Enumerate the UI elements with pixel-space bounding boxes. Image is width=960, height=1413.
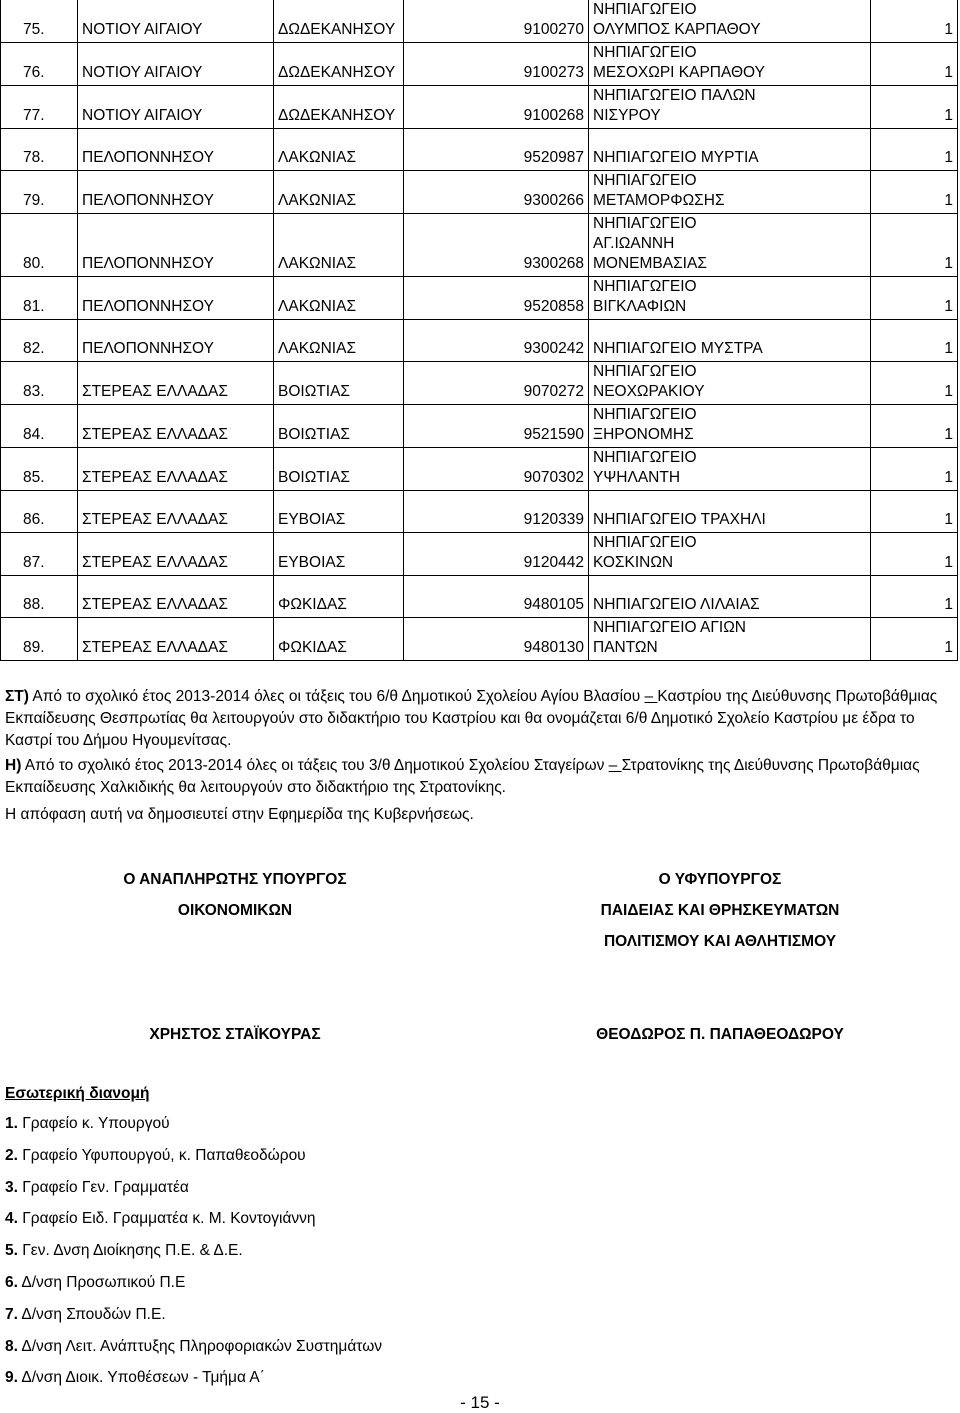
school-name-line: ΝΙΣΥΡΟΥ xyxy=(593,107,661,124)
table-row xyxy=(1,320,958,362)
paragraph-st xyxy=(5,686,957,752)
row-count: 1 xyxy=(871,362,958,405)
left-signatory-title-2: ΟΙΚΟΝΟΜΙΚΩΝ xyxy=(177,902,293,919)
row-code: 9520858 xyxy=(404,277,589,320)
distribution-item-number: 4. xyxy=(5,1210,18,1228)
distribution-item xyxy=(5,1177,382,1209)
row-count: 1 xyxy=(871,86,958,129)
school-name-line: ΜΕΣΟΧΩΡΙ ΚΑΡΠΑΘΟΥ xyxy=(593,64,765,81)
row-school-name xyxy=(589,320,871,362)
row-school-name xyxy=(589,405,871,448)
row-number: 88. xyxy=(1,576,78,618)
distribution-item-text: Γραφείο Ειδ. Γραμματέα κ. Μ. Κοντογιάννη xyxy=(17,1210,316,1228)
table-row xyxy=(1,0,958,43)
table-row xyxy=(1,533,958,576)
school-name-line: ΟΛΥΜΠΟΣ ΚΑΡΠΑΘΟΥ xyxy=(593,21,761,38)
row-school-name xyxy=(589,362,871,405)
row-number: 84. xyxy=(1,405,78,448)
row-prefecture: ΔΩΔΕΚΑΝΗΣΟΥ xyxy=(274,0,404,43)
row-prefecture: ΛΑΚΩΝΙΑΣ xyxy=(274,129,404,171)
distribution-item-text: Γραφείο Υφυπουργού, κ. Παπαθεοδώρου xyxy=(17,1146,306,1164)
distribution-item-number: 3. xyxy=(5,1178,18,1196)
row-region: ΣΤΕΡΕΑΣ ΕΛΛΑΔΑΣ xyxy=(78,362,274,405)
row-school-name xyxy=(589,576,871,618)
row-region: ΠΕΛΟΠΟΝΝΗΣΟΥ xyxy=(78,320,274,362)
paragraph-st-label: ΣΤ) xyxy=(5,688,29,705)
paragraph-st-text-2: Καστρίου της Διεύθυνσης Πρωτοβάθμιας Εκπαίδευσης Θεσπρωτίας θα λειτουργούν στο διδακτήριο του Καστρίου και θα ονομάζεται 6/θ Δημοτικό Σχολείο Καστρίου με έδρα το Καστρί του Δήμου Ηγουμενίτσας. xyxy=(5,688,938,749)
table-row xyxy=(1,277,958,320)
row-code: 9300268 xyxy=(404,214,589,277)
row-code: 9100268 xyxy=(404,86,589,129)
row-count: 1 xyxy=(871,0,958,43)
table-row xyxy=(1,618,958,661)
publication-note: Η απόφαση αυτή να δημοσιευτεί στην Εφημερίδα της Κυβερνήσεως. xyxy=(5,806,474,823)
row-prefecture: ΛΑΚΩΝΙΑΣ xyxy=(274,320,404,362)
row-region: ΠΕΛΟΠΟΝΝΗΣΟΥ xyxy=(78,129,274,171)
school-name-line: ΝΗΠΙΑΓΩΓΕΙΟ ΤΡΑΧΗΛΙ xyxy=(593,511,766,528)
row-code: 9120442 xyxy=(404,533,589,576)
row-region: ΣΤΕΡΕΑΣ ΕΛΛΑΔΑΣ xyxy=(78,576,274,618)
distribution-item-number: 2. xyxy=(5,1146,18,1164)
schools-table xyxy=(0,0,958,661)
row-school-name xyxy=(589,86,871,129)
row-school-name xyxy=(589,129,871,171)
school-name-line: ΝΗΠΙΑΓΩΓΕΙΟ ΜΥΣΤΡΑ xyxy=(593,340,763,357)
distribution-item xyxy=(5,1304,382,1336)
row-number: 80. xyxy=(1,214,78,277)
table-row xyxy=(1,491,958,533)
row-code: 9120339 xyxy=(404,491,589,533)
row-count: 1 xyxy=(871,320,958,362)
row-count: 1 xyxy=(871,491,958,533)
row-code: 9300242 xyxy=(404,320,589,362)
right-signatory-title-3: ΠΟΛΙΤΙΣΜΟΥ ΚΑΙ ΑΘΛΗΤΙΣΜΟΥ xyxy=(603,933,837,950)
school-name-line: ΝΗΠΙΑΓΩΓΕΙΟ xyxy=(593,1,697,18)
left-signatory-name: ΧΡΗΣΤΟΣ ΣΤΑΪΚΟΥΡΑΣ xyxy=(149,1026,321,1043)
row-region: ΣΤΕΡΕΑΣ ΕΛΛΑΔΑΣ xyxy=(78,618,274,661)
table-row xyxy=(1,43,958,86)
row-code: 9480105 xyxy=(404,576,589,618)
row-number: 86. xyxy=(1,491,78,533)
row-region: ΝΟΤΙΟΥ ΑΙΓΑΙΟΥ xyxy=(78,43,274,86)
row-count: 1 xyxy=(871,171,958,214)
school-name-line: ΝΗΠΙΑΓΩΓΕΙΟ xyxy=(593,44,697,61)
row-prefecture: ΦΩΚΙΔΑΣ xyxy=(274,618,404,661)
row-count: 1 xyxy=(871,214,958,277)
row-count: 1 xyxy=(871,405,958,448)
row-count: 1 xyxy=(871,129,958,171)
row-school-name xyxy=(589,618,871,661)
distribution-item xyxy=(5,1336,382,1368)
row-school-name xyxy=(589,0,871,43)
row-school-name xyxy=(589,171,871,214)
school-name-line: ΞΗΡΟΝΟΜΗΣ xyxy=(593,426,694,443)
school-name-line: ΒΙΓΚΛΑΦΙΩΝ xyxy=(593,298,687,315)
row-region: ΣΤΕΡΕΑΣ ΕΛΛΑΔΑΣ xyxy=(78,491,274,533)
right-signatory-name: ΘΕΟΔΩΡΟΣ Π. ΠΑΠΑΘΕΟΔΩΡΟΥ xyxy=(596,1026,844,1043)
school-name-line: ΜΕΤΑΜΟΡΦΩΣΗΣ xyxy=(593,192,725,209)
school-name-line: ΝΗΠΙΑΓΩΓΕΙΟ ΠΑΛΩΝ xyxy=(593,87,756,104)
distribution-item-number: 7. xyxy=(5,1305,18,1323)
paragraph-h-label: Η) xyxy=(5,757,22,774)
row-region: ΝΟΤΙΟΥ ΑΙΓΑΙΟΥ xyxy=(78,86,274,129)
row-school-name xyxy=(589,533,871,576)
paragraph-st-text-1: Από το σχολικό έτος 2013-2014 όλες οι τάξεις του 6/θ Δημοτικού Σχολείου Αγίου Βλασίου xyxy=(28,688,645,705)
school-name-line: ΝΗΠΙΑΓΩΓΕΙΟ xyxy=(593,172,697,189)
table-row xyxy=(1,448,958,491)
school-name-line: ΝΗΠΙΑΓΩΓΕΙΟ xyxy=(593,215,697,232)
distribution-item xyxy=(5,1145,382,1177)
row-prefecture: ΒΟΙΩΤΙΑΣ xyxy=(274,448,404,491)
distribution-item xyxy=(5,1272,382,1304)
distribution-item xyxy=(5,1113,382,1145)
school-name-line: ΚΟΣΚΙΝΩΝ xyxy=(593,554,674,571)
right-signatory-title-1: Ο ΥΦΥΠΟΥΡΓΟΣ xyxy=(658,871,782,888)
row-count: 1 xyxy=(871,43,958,86)
row-number: 78. xyxy=(1,129,78,171)
distribution-item-text: Γεν. Δνση Διοίκησης Π.Ε. & Δ.Ε. xyxy=(17,1242,243,1260)
left-signatory-title-1: Ο ΑΝΑΠΛΗΡΩΤΗΣ ΥΠΟΥΡΓΟΣ xyxy=(123,871,347,888)
row-number: 87. xyxy=(1,533,78,576)
row-prefecture: ΒΟΙΩΤΙΑΣ xyxy=(274,405,404,448)
school-name-line: ΝΗΠΙΑΓΩΓΕΙΟ ΜΥΡΤΙΑ xyxy=(593,149,759,166)
row-code: 9100273 xyxy=(404,43,589,86)
row-code: 9100270 xyxy=(404,0,589,43)
distribution-list xyxy=(5,1113,382,1399)
distribution-item-text: Γραφείο Γεν. Γραμματέα xyxy=(17,1178,189,1196)
school-name-line: ΝΗΠΙΑΓΩΓΕΙΟ ΛΙΛΑΙΑΣ xyxy=(593,596,760,613)
row-school-name xyxy=(589,214,871,277)
distribution-item xyxy=(5,1240,382,1272)
row-count: 1 xyxy=(871,533,958,576)
paragraph-h-dash: – xyxy=(608,757,622,774)
school-name-line: ΑΓ.ΙΩΑΝΝΗ xyxy=(593,235,675,252)
distribution-item-text: Δ/νση Λειτ. Ανάπτυξης Πληροφοριακών Συστημάτων xyxy=(17,1337,383,1355)
row-count: 1 xyxy=(871,576,958,618)
table-row xyxy=(1,129,958,171)
distribution-item-number: 1. xyxy=(5,1115,18,1132)
school-name-line: ΝΗΠΙΑΓΩΓΕΙΟ xyxy=(593,534,697,551)
row-count: 1 xyxy=(871,448,958,491)
row-number: 77. xyxy=(1,86,78,129)
paragraph-h-text-1: Από το σχολικό έτος 2013-2014 όλες οι τάξεις του 3/θ Δημοτικού Σχολείου Σταγείρων xyxy=(21,757,609,774)
row-number: 83. xyxy=(1,362,78,405)
row-number: 89. xyxy=(1,618,78,661)
row-prefecture: ΔΩΔΕΚΑΝΗΣΟΥ xyxy=(274,86,404,129)
row-code: 9070272 xyxy=(404,362,589,405)
row-region: ΝΟΤΙΟΥ ΑΙΓΑΙΟΥ xyxy=(78,0,274,43)
school-name-line: ΝΗΠΙΑΓΩΓΕΙΟ ΑΓΙΩΝ xyxy=(593,619,747,636)
distribution-item-number: 5. xyxy=(5,1242,18,1260)
school-name-line: ΝΗΠΙΑΓΩΓΕΙΟ xyxy=(593,278,697,295)
distribution-item-text: Δ/νση Προσωπικού Π.Ε xyxy=(17,1273,186,1291)
row-number: 79. xyxy=(1,171,78,214)
row-number: 82. xyxy=(1,320,78,362)
row-code: 9070302 xyxy=(404,448,589,491)
distribution-item-text: Δ/νση Διοικ. Υποθέσεων - Τμήμα Α΄ xyxy=(17,1369,265,1387)
school-name-line: ΝΗΠΙΑΓΩΓΕΙΟ xyxy=(593,406,697,423)
row-school-name xyxy=(589,277,871,320)
distribution-item xyxy=(5,1208,382,1240)
row-count: 1 xyxy=(871,618,958,661)
row-number: 75. xyxy=(1,0,78,43)
row-prefecture: ΒΟΙΩΤΙΑΣ xyxy=(274,362,404,405)
row-school-name xyxy=(589,448,871,491)
row-prefecture: ΛΑΚΩΝΙΑΣ xyxy=(274,214,404,277)
schools-table-body xyxy=(1,0,958,661)
row-region: ΣΤΕΡΕΑΣ ΕΛΛΑΔΑΣ xyxy=(78,405,274,448)
table-row xyxy=(1,86,958,129)
row-prefecture: ΕΥΒΟΙΑΣ xyxy=(274,491,404,533)
table-row xyxy=(1,214,958,277)
row-count: 1 xyxy=(871,277,958,320)
distribution-item-number: 9. xyxy=(5,1369,18,1387)
row-prefecture: ΦΩΚΙΔΑΣ xyxy=(274,576,404,618)
right-signatory-title-2: ΠΑΙΔΕΙΑΣ ΚΑΙ ΘΡΗΣΚΕΥΜΑΤΩΝ xyxy=(600,902,840,919)
distribution-item-text: Γραφείο κ. Υπουργού xyxy=(17,1115,170,1132)
row-region: ΠΕΛΟΠΟΝΝΗΣΟΥ xyxy=(78,214,274,277)
row-prefecture: ΛΑΚΩΝΙΑΣ xyxy=(274,277,404,320)
table-row xyxy=(1,362,958,405)
distribution-item-number: 8. xyxy=(5,1337,18,1355)
table-row xyxy=(1,576,958,618)
school-name-line: ΝΕΟΧΩΡΑΚΙΟΥ xyxy=(593,383,705,400)
school-name-line: ΝΗΠΙΑΓΩΓΕΙΟ xyxy=(593,363,697,380)
row-number: 76. xyxy=(1,43,78,86)
distribution-item-text: Δ/νση Σπουδών Π.Ε. xyxy=(17,1305,166,1323)
row-region: ΣΤΕΡΕΑΣ ΕΛΛΑΔΑΣ xyxy=(78,448,274,491)
distribution-item-number: 6. xyxy=(5,1273,18,1291)
table-row xyxy=(1,405,958,448)
school-name-line: ΝΗΠΙΑΓΩΓΕΙΟ xyxy=(593,449,697,466)
paragraph-h xyxy=(5,755,957,799)
row-prefecture: ΛΑΚΩΝΙΑΣ xyxy=(274,171,404,214)
row-code: 9521590 xyxy=(404,405,589,448)
row-code: 9480130 xyxy=(404,618,589,661)
schools-table-container xyxy=(0,0,960,661)
school-name-line: ΥΨΗΛΑΝΤΗ xyxy=(593,469,681,486)
row-school-name xyxy=(589,43,871,86)
page-number: - 15 - xyxy=(460,1393,500,1412)
row-prefecture: ΔΩΔΕΚΑΝΗΣΟΥ xyxy=(274,43,404,86)
row-region: ΠΕΛΟΠΟΝΝΗΣΟΥ xyxy=(78,277,274,320)
school-name-line: ΜΟΝΕΜΒΑΣΙΑΣ xyxy=(593,255,707,272)
row-code: 9300266 xyxy=(404,171,589,214)
row-code: 9520987 xyxy=(404,129,589,171)
paragraph-h-text-2: Στρατονίκης της Διεύθυνσης Πρωτοβάθμιας Εκπαίδευσης Χαλκιδικής θα λειτουργούν στο διδακτήριο της Στρατονίκης. xyxy=(5,757,920,796)
table-row xyxy=(1,171,958,214)
row-region: ΠΕΛΟΠΟΝΝΗΣΟΥ xyxy=(78,171,274,214)
paragraph-st-dash: – xyxy=(644,688,658,705)
row-number: 81. xyxy=(1,277,78,320)
row-region: ΣΤΕΡΕΑΣ ΕΛΛΑΔΑΣ xyxy=(78,533,274,576)
distribution-title: Εσωτερική διανομή xyxy=(5,1085,150,1102)
row-number: 85. xyxy=(1,448,78,491)
row-prefecture: ΕΥΒΟΙΑΣ xyxy=(274,533,404,576)
row-school-name xyxy=(589,491,871,533)
school-name-line: ΠΑΝΤΩΝ xyxy=(593,639,658,656)
